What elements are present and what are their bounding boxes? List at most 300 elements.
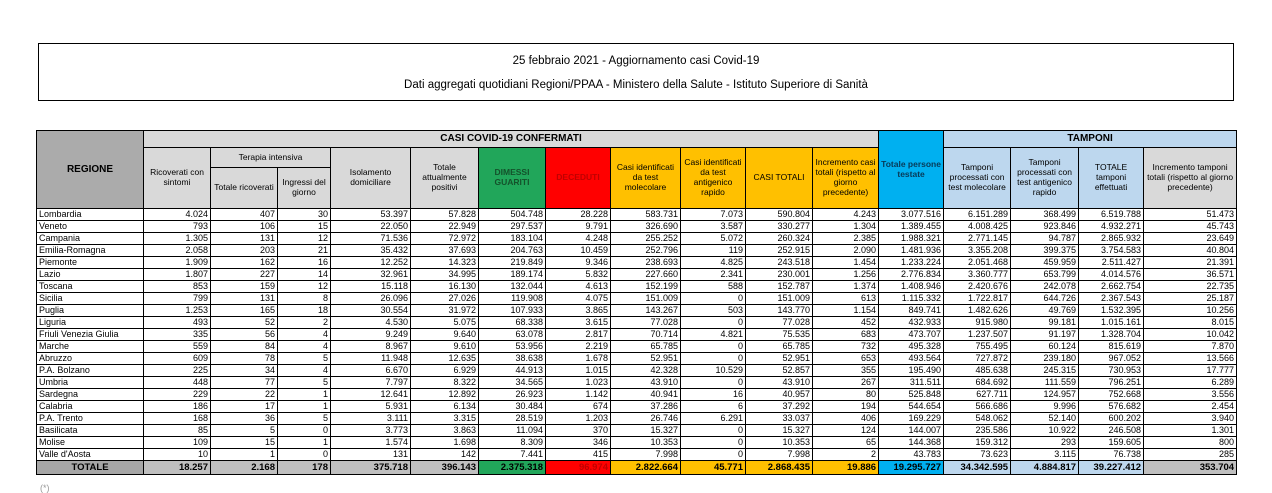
table-cell: 162 <box>211 257 278 269</box>
table-cell: 12.252 <box>331 257 411 269</box>
table-cell: 2.454 <box>1144 401 1237 413</box>
table-cell: 3.863 <box>411 425 479 437</box>
table-cell: 252.915 <box>746 245 813 257</box>
table-cell: 12.635 <box>411 353 479 365</box>
table-row <box>37 365 1237 377</box>
table-cell: 1.909 <box>144 257 211 269</box>
table-cell: 406 <box>813 413 879 425</box>
table-row <box>37 233 1237 245</box>
totals-cell: 39.227.412 <box>1079 461 1144 475</box>
table-cell: 43.910 <box>611 377 681 389</box>
table-cell: 5 <box>278 377 331 389</box>
table-cell: 159 <box>211 281 278 293</box>
region-name-cell: Marche <box>37 341 144 353</box>
totals-cell: 45.771 <box>681 461 746 475</box>
table-cell: 6.134 <box>411 401 479 413</box>
region-name-cell: Lombardia <box>37 209 144 221</box>
table-cell: 1.142 <box>546 389 611 401</box>
table-cell: 5.832 <box>546 269 611 281</box>
table-cell: 5.931 <box>331 401 411 413</box>
table-cell: 22.949 <box>411 221 479 233</box>
table-cell: 583.731 <box>611 209 681 221</box>
group-header-terapia-intensiva: Terapia intensiva <box>211 148 331 168</box>
region-name-cell: Toscana <box>37 281 144 293</box>
table-cell: 52 <box>211 317 278 329</box>
table-cell: 335 <box>144 329 211 341</box>
table-cell: 132.044 <box>479 281 546 293</box>
table-cell: 227 <box>211 269 278 281</box>
table-row <box>37 209 1237 221</box>
table-cell: 4.014.576 <box>1079 269 1144 281</box>
table-cell: 644.726 <box>1011 293 1079 305</box>
table-cell: 34 <box>211 365 278 377</box>
table-cell: 1.481.936 <box>879 245 944 257</box>
totals-cell: 375.718 <box>331 461 411 475</box>
table-cell: 65.785 <box>611 341 681 353</box>
table-cell: 493.564 <box>879 353 944 365</box>
table-cell: 1.023 <box>546 377 611 389</box>
table-cell: 151.009 <box>746 293 813 305</box>
table-cell: 242.078 <box>1011 281 1079 293</box>
table-cell: 684.692 <box>944 377 1011 389</box>
totals-cell: 19.886 <box>813 461 879 475</box>
table-cell: 111.559 <box>1011 377 1079 389</box>
table-cell: 3.115 <box>1011 449 1079 461</box>
table-cell: 6 <box>681 401 746 413</box>
region-name-cell: Sicilia <box>37 293 144 305</box>
column-header-casi-antigenico: Casi identificati da test antigenico rapido <box>681 148 746 209</box>
table-cell: 26.096 <box>331 293 411 305</box>
region-name-cell: Umbria <box>37 377 144 389</box>
table-cell: 2.776.834 <box>879 269 944 281</box>
table-cell: 800 <box>1144 437 1237 449</box>
table-cell: 355 <box>813 365 879 377</box>
table-cell: 77 <box>211 377 278 389</box>
table-cell: 915.980 <box>944 317 1011 329</box>
table-cell: 1.389.455 <box>879 221 944 233</box>
table-cell: 7.441 <box>479 449 546 461</box>
table-cell: 674 <box>546 401 611 413</box>
table-cell: 45.743 <box>1144 221 1237 233</box>
table-row <box>37 293 1237 305</box>
table-cell: 1.988.321 <box>879 233 944 245</box>
table-cell: 26.746 <box>611 413 681 425</box>
table-cell: 71.536 <box>331 233 411 245</box>
table-cell: 119 <box>681 245 746 257</box>
table-cell: 72.972 <box>411 233 479 245</box>
group-header-casi-confermati: CASI COVID-19 CONFERMATI <box>144 131 879 148</box>
table-cell: 415 <box>546 449 611 461</box>
table-cell: 504.748 <box>479 209 546 221</box>
table-cell: 10.353 <box>611 437 681 449</box>
column-header-regione: REGIONE <box>37 131 144 209</box>
table-cell: 2.090 <box>813 245 879 257</box>
table-cell: 1.807 <box>144 269 211 281</box>
table-cell: 225 <box>144 365 211 377</box>
table-cell: 28.519 <box>479 413 546 425</box>
table-cell: 77.028 <box>611 317 681 329</box>
table-cell: 53.956 <box>479 341 546 353</box>
table-cell: 1.454 <box>813 257 879 269</box>
table-cell: 23.649 <box>1144 233 1237 245</box>
table-cell: 246.508 <box>1079 425 1144 437</box>
table-cell: 34.995 <box>411 269 479 281</box>
table-cell: 8.309 <box>479 437 546 449</box>
region-name-cell: Puglia <box>37 305 144 317</box>
table-cell: 27.026 <box>411 293 479 305</box>
table-cell: 239.180 <box>1011 353 1079 365</box>
table-cell: 80 <box>813 389 879 401</box>
table-cell: 326.690 <box>611 221 681 233</box>
totals-cell: 34.342.595 <box>944 461 1011 475</box>
totals-cell: 353.704 <box>1144 461 1237 475</box>
table-row <box>37 317 1237 329</box>
table-cell: 1.408.946 <box>879 281 944 293</box>
table-cell: 10.529 <box>681 365 746 377</box>
table-cell: 35.432 <box>331 245 411 257</box>
table-cell: 1 <box>211 449 278 461</box>
table-cell: 590.804 <box>746 209 813 221</box>
table-cell: 3.587 <box>681 221 746 233</box>
table-cell: 7.073 <box>681 209 746 221</box>
table-cell: 63.078 <box>479 329 546 341</box>
table-cell: 1.203 <box>546 413 611 425</box>
totals-cell: 96.974 <box>546 461 611 475</box>
table-cell: 1.328.704 <box>1079 329 1144 341</box>
table-cell: 2.771.145 <box>944 233 1011 245</box>
table-cell: 1.305 <box>144 233 211 245</box>
table-cell: 1.374 <box>813 281 879 293</box>
table-cell: 0 <box>681 377 746 389</box>
table-cell: 15 <box>278 221 331 233</box>
table-cell: 36.571 <box>1144 269 1237 281</box>
table-cell: 255.252 <box>611 233 681 245</box>
table-cell: 245.315 <box>1011 365 1079 377</box>
totals-cell: 18.257 <box>144 461 211 475</box>
table-cell: 1.115.332 <box>879 293 944 305</box>
table-cell: 346 <box>546 437 611 449</box>
table-cell: 6.151.289 <box>944 209 1011 221</box>
table-cell: 21.391 <box>1144 257 1237 269</box>
table-cell: 0 <box>681 341 746 353</box>
table-cell: 3.773 <box>331 425 411 437</box>
table-cell: 143.770 <box>746 305 813 317</box>
table-cell: 1 <box>278 389 331 401</box>
table-cell: 21 <box>278 245 331 257</box>
table-cell: 85 <box>144 425 211 437</box>
table-cell: 1.237.507 <box>944 329 1011 341</box>
table-cell: 544.654 <box>879 401 944 413</box>
table-cell: 5 <box>278 413 331 425</box>
table-cell: 52.951 <box>611 353 681 365</box>
table-cell: 566.686 <box>944 401 1011 413</box>
table-cell: 1.722.817 <box>944 293 1011 305</box>
table-cell: 653.799 <box>1011 269 1079 281</box>
table-cell: 36 <box>211 413 278 425</box>
table-cell: 4.075 <box>546 293 611 305</box>
table-cell: 229 <box>144 389 211 401</box>
table-cell: 131 <box>211 293 278 305</box>
region-name-cell: P.A. Trento <box>37 413 144 425</box>
table-cell: 0 <box>681 293 746 305</box>
table-cell: 152.787 <box>746 281 813 293</box>
table-cell: 9.610 <box>411 341 479 353</box>
table-cell: 10.353 <box>746 437 813 449</box>
table-cell: 3.077.516 <box>879 209 944 221</box>
table-cell: 459.959 <box>1011 257 1079 269</box>
table-cell: 293 <box>1011 437 1079 449</box>
table-cell: 2.817 <box>546 329 611 341</box>
table-cell: 3.315 <box>411 413 479 425</box>
totals-cell: 4.884.817 <box>1011 461 1079 475</box>
table-cell: 3.355.208 <box>944 245 1011 257</box>
column-header-persone-testate: Totale persone testate <box>879 131 944 209</box>
table-row <box>37 449 1237 461</box>
table-cell: 159.312 <box>944 437 1011 449</box>
table-cell: 4 <box>278 329 331 341</box>
table-cell: 2.367.543 <box>1079 293 1144 305</box>
table-cell: 12 <box>278 281 331 293</box>
table-cell: 815.619 <box>1079 341 1144 353</box>
table-cell: 194 <box>813 401 879 413</box>
totals-cell: 2.168 <box>211 461 278 475</box>
table-cell: 51.473 <box>1144 209 1237 221</box>
table-cell: 238.693 <box>611 257 681 269</box>
footnote-mark: (*) <box>40 483 50 493</box>
table-cell: 5.072 <box>681 233 746 245</box>
table-cell: 204.763 <box>479 245 546 257</box>
table-cell: 732 <box>813 341 879 353</box>
table-cell: 473.707 <box>879 329 944 341</box>
table-cell: 152.199 <box>611 281 681 293</box>
table-cell: 1.482.626 <box>944 305 1011 317</box>
region-name-cell: Calabria <box>37 401 144 413</box>
region-name-cell: Campania <box>37 233 144 245</box>
table-cell: 124 <box>813 425 879 437</box>
table-cell: 793 <box>144 221 211 233</box>
column-header-ingressi-giorno: Ingressi del giorno <box>278 168 331 209</box>
table-cell: 2.051.468 <box>944 257 1011 269</box>
table-cell: 559 <box>144 341 211 353</box>
table-cell: 1.015.161 <box>1079 317 1144 329</box>
table-cell: 3.754.583 <box>1079 245 1144 257</box>
region-name-cell: Liguria <box>37 317 144 329</box>
table-row <box>37 353 1237 365</box>
table-cell: 219.849 <box>479 257 546 269</box>
table-cell: 10 <box>144 449 211 461</box>
table-cell: 260.324 <box>746 233 813 245</box>
table-cell: 143.267 <box>611 305 681 317</box>
table-cell: 6.670 <box>331 365 411 377</box>
region-name-cell: Sardegna <box>37 389 144 401</box>
table-cell: 16 <box>681 389 746 401</box>
table-cell: 5.075 <box>411 317 479 329</box>
table-cell: 183.104 <box>479 233 546 245</box>
table-cell: 853 <box>144 281 211 293</box>
table-cell: 2.511.427 <box>1079 257 1144 269</box>
table-cell: 297.537 <box>479 221 546 233</box>
column-header-attualmente-positivi: Totale attualmente positivi <box>411 148 479 209</box>
table-cell: 4.530 <box>331 317 411 329</box>
table-cell: 6.929 <box>411 365 479 377</box>
table-cell: 42.328 <box>611 365 681 377</box>
table-cell: 7.998 <box>746 449 813 461</box>
table-cell: 370 <box>546 425 611 437</box>
table-cell: 43.783 <box>879 449 944 461</box>
table-cell: 5 <box>278 353 331 365</box>
table-cell: 14.323 <box>411 257 479 269</box>
table-cell: 485.638 <box>944 365 1011 377</box>
table-cell: 94.787 <box>1011 233 1079 245</box>
table-cell: 7.870 <box>1144 341 1237 353</box>
table-cell: 4 <box>278 341 331 353</box>
column-header-casi-totali: CASI TOTALI <box>746 148 813 209</box>
table-cell: 37.693 <box>411 245 479 257</box>
table-cell: 548.062 <box>944 413 1011 425</box>
table-cell: 33.037 <box>746 413 813 425</box>
table-cell: 407 <box>211 209 278 221</box>
table-cell: 8 <box>278 293 331 305</box>
table-cell: 16.130 <box>411 281 479 293</box>
table-cell: 107.933 <box>479 305 546 317</box>
table-cell: 40.957 <box>746 389 813 401</box>
table-cell: 6.519.788 <box>1079 209 1144 221</box>
table-cell: 1.532.395 <box>1079 305 1144 317</box>
region-name-cell: Molise <box>37 437 144 449</box>
table-cell: 131 <box>331 449 411 461</box>
totals-cell: 2.868.435 <box>746 461 813 475</box>
table-cell: 235.586 <box>944 425 1011 437</box>
table-cell: 6.289 <box>1144 377 1237 389</box>
table-cell: 3.615 <box>546 317 611 329</box>
column-header-incremento-tamponi: Incremento tamponi totali (rispetto al giorno precedente) <box>1144 148 1237 209</box>
region-name-cell: Basilicata <box>37 425 144 437</box>
table-cell: 3.111 <box>331 413 411 425</box>
table-cell: 91.197 <box>1011 329 1079 341</box>
table-cell: 230.001 <box>746 269 813 281</box>
table-cell: 12.892 <box>411 389 479 401</box>
table-cell: 151.009 <box>611 293 681 305</box>
table-cell: 8.015 <box>1144 317 1237 329</box>
region-name-cell: Friuli Venezia Giulia <box>37 329 144 341</box>
table-cell: 4.932.271 <box>1079 221 1144 233</box>
table-cell: 3.556 <box>1144 389 1237 401</box>
table-cell: 4.825 <box>681 257 746 269</box>
table-cell: 38.638 <box>479 353 546 365</box>
table-cell: 30.484 <box>479 401 546 413</box>
table-cell: 17.777 <box>1144 365 1237 377</box>
table-row <box>37 401 1237 413</box>
table-cell: 683 <box>813 329 879 341</box>
table-cell: 2.420.676 <box>944 281 1011 293</box>
table-cell: 1.698 <box>411 437 479 449</box>
table-row <box>37 329 1237 341</box>
table-cell: 2.662.754 <box>1079 281 1144 293</box>
table-row <box>37 377 1237 389</box>
table-cell: 119.908 <box>479 293 546 305</box>
table-cell: 189.174 <box>479 269 546 281</box>
table-cell: 15.118 <box>331 281 411 293</box>
table-cell: 11.948 <box>331 353 411 365</box>
table-cell: 9.996 <box>1011 401 1079 413</box>
table-cell: 368.499 <box>1011 209 1079 221</box>
table-cell: 15 <box>211 437 278 449</box>
table-cell: 1.233.224 <box>879 257 944 269</box>
table-cell: 37.286 <box>611 401 681 413</box>
table-row <box>37 437 1237 449</box>
table-cell: 967.052 <box>1079 353 1144 365</box>
table-cell: 14 <box>278 269 331 281</box>
page-subtitle: Dati aggregati quotidiani Regioni/PPAA - Ministero della Salute - Istituto Superiore di Sanità <box>404 79 868 91</box>
table-cell: 30 <box>278 209 331 221</box>
table-cell: 588 <box>681 281 746 293</box>
table-cell: 8.322 <box>411 377 479 389</box>
table-cell: 43.910 <box>746 377 813 389</box>
table-cell: 106 <box>211 221 278 233</box>
table-cell: 37.292 <box>746 401 813 413</box>
table-row <box>37 341 1237 353</box>
table-cell: 57.828 <box>411 209 479 221</box>
table-cell: 52.857 <box>746 365 813 377</box>
table-cell: 503 <box>681 305 746 317</box>
title-box <box>38 43 1234 101</box>
table-cell: 4.008.425 <box>944 221 1011 233</box>
page-title: 25 febbraio 2021 - Aggiornamento casi Covid-19 <box>512 55 760 67</box>
table-cell: 13.566 <box>1144 353 1237 365</box>
table-cell: 0 <box>278 425 331 437</box>
column-header-isolamento: Isolamento domiciliare <box>331 148 411 209</box>
table-cell: 730.953 <box>1079 365 1144 377</box>
table-cell: 40.804 <box>1144 245 1237 257</box>
table-cell: 493 <box>144 317 211 329</box>
table-row <box>37 425 1237 437</box>
table-cell: 40.941 <box>611 389 681 401</box>
table-cell: 653 <box>813 353 879 365</box>
table-header <box>37 131 1237 209</box>
table-cell: 30.554 <box>331 305 411 317</box>
table-cell: 84 <box>211 341 278 353</box>
table-cell: 3.360.777 <box>944 269 1011 281</box>
totals-cell: 178 <box>278 461 331 475</box>
table-cell: 849.741 <box>879 305 944 317</box>
table-cell: 17 <box>211 401 278 413</box>
table-cell: 159.605 <box>1079 437 1144 449</box>
region-name-cell: Veneto <box>37 221 144 233</box>
group-header-tamponi: TAMPONI <box>944 131 1237 148</box>
table-cell: 452 <box>813 317 879 329</box>
table-cell: 576.682 <box>1079 401 1144 413</box>
table-cell: 3.865 <box>546 305 611 317</box>
table-cell: 627.711 <box>944 389 1011 401</box>
table-cell: 15.327 <box>746 425 813 437</box>
table-cell: 1.015 <box>546 365 611 377</box>
table-cell: 195.490 <box>879 365 944 377</box>
table-cell: 1.301 <box>1144 425 1237 437</box>
region-name-cell: Abruzzo <box>37 353 144 365</box>
table-cell: 76.738 <box>1079 449 1144 461</box>
table-cell: 2.058 <box>144 245 211 257</box>
totals-label-cell: TOTALE <box>37 461 144 475</box>
table-cell: 0 <box>278 449 331 461</box>
table-cell: 53.397 <box>331 209 411 221</box>
table-cell: 32.961 <box>331 269 411 281</box>
table-cell: 52.140 <box>1011 413 1079 425</box>
table-cell: 22.735 <box>1144 281 1237 293</box>
table-cell: 131 <box>211 233 278 245</box>
table-cell: 9.640 <box>411 329 479 341</box>
table-cell: 2.219 <box>546 341 611 353</box>
table-cell: 267 <box>813 377 879 389</box>
